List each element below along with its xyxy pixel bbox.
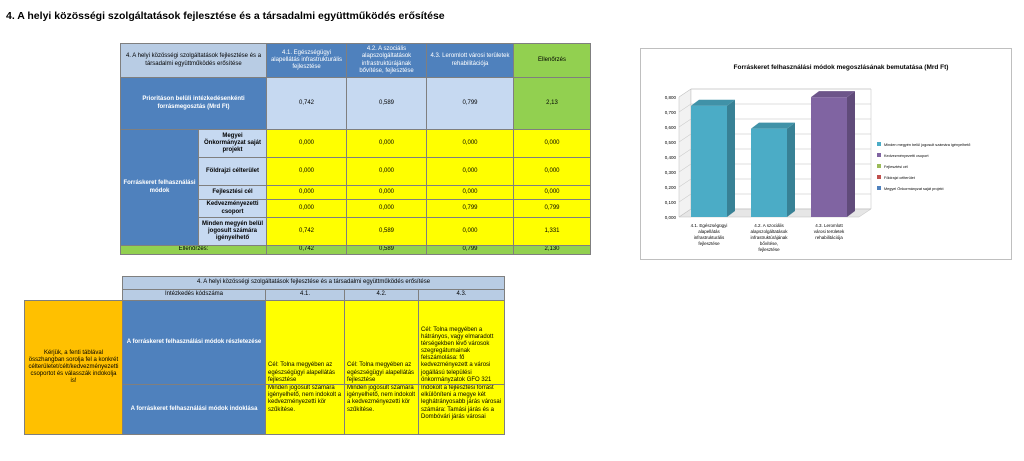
chart-legend-label: Földrajzi célterület	[884, 176, 915, 180]
cell-value: 0,000	[347, 186, 427, 200]
chart-legend-label: Kedvezményezetti csoport	[884, 154, 929, 158]
cell-value: 0,000	[427, 130, 514, 158]
code-value: 4.3.	[419, 290, 505, 301]
prio-label: Prioritáson belüli intézkedésenkénti forrásmegosztás (Mrd Ft)	[121, 78, 267, 130]
prio-value: 0,742	[267, 78, 347, 130]
row-label: Kedvezményezetti csoport	[199, 200, 267, 218]
chart-title: Forráskeret felhasználási módok megoszlásának bemutatása (Mrd Ft)	[733, 64, 949, 71]
cell-value: 1,331	[514, 218, 591, 246]
chart-legend-label: Minden megyén belül jogosult számára igényelhető	[884, 143, 971, 147]
cell-value: 0,000	[267, 158, 347, 186]
chart-bar	[751, 129, 787, 217]
page-title: 4. A helyi közösségi szolgáltatások fejlesztése és a társadalmi együttműködés erősítése	[6, 10, 445, 22]
chart-category-label-line: infrastruktúrájának	[750, 235, 788, 240]
check-value: 0,742	[267, 246, 347, 255]
cell-value: 0,000	[427, 186, 514, 200]
cell-value: 0,000	[427, 218, 514, 246]
chart-category-label-line: alapszolgáltatások	[750, 229, 788, 234]
chart-legend-swatch	[877, 142, 881, 146]
chart-ytick-label: 0,400	[664, 155, 676, 160]
chart-ytick-label: 0,000	[664, 215, 676, 220]
detail-cell: Cél: Tolna megyében a hátrányos, vagy elmaradott térségekben lévő városok szegregátumainak felszámolása: fő kedvezményezett a városi jogállású települési önkormányzatok GFO 321	[419, 301, 505, 385]
row-label: Minden megyén belül jogosult számára igényelhető	[199, 218, 267, 246]
chart-legend-label: Megyei Önkormányzat saját projekt	[884, 187, 944, 191]
chart-ytick-label: 0,600	[664, 125, 676, 130]
cell-value: 0,799	[427, 200, 514, 218]
prio-value: 0,799	[427, 78, 514, 130]
chart-bar-side	[727, 100, 735, 217]
code-value: 4.1.	[266, 290, 345, 301]
chart-legend-swatch	[877, 164, 881, 168]
cell-value: 0,000	[514, 130, 591, 158]
chart-ytick-label: 0,100	[664, 200, 676, 205]
reason-cell: Indokolt a fejlesztési forrást elkülöníteni a megye két leghátrányosabb járás városai számára: Tamási járás és a Dombóvári járás városai	[419, 385, 505, 435]
chart-bar-side	[847, 91, 855, 217]
row-label: Megyei Önkormányzat saját projekt	[199, 130, 267, 158]
cell-value: 0,000	[267, 200, 347, 218]
check-label: Ellenőrzés:	[121, 246, 267, 255]
cell-value: 0,000	[347, 158, 427, 186]
detail-cell: Cél: Tolna megyében az egészségügyi alapellátás fejlesztése	[266, 301, 345, 385]
bar-chart	[640, 48, 1012, 260]
cell-value: 0,000	[267, 186, 347, 200]
chart-ytick-label: 0,300	[664, 170, 676, 175]
chart-category-label-line: 4.1. Egészségügyi	[690, 223, 728, 228]
chart-category-label-line: városi területek	[813, 229, 845, 234]
chart-category-label-line: 4.3. Leromlott	[815, 223, 843, 228]
code-value: 4.2.	[345, 290, 419, 301]
chart-svg	[641, 49, 1011, 259]
chart-category-label-line: rehabilitációja	[815, 235, 843, 240]
table2-title: 4. A helyi közösségi szolgáltatások fejlesztése és a társadalmi együttműködés erősítése	[123, 277, 505, 290]
table1-col-header: 4.3. Leromlott városi területek rehabilitációja	[427, 44, 514, 78]
chart-category-label-line: fejlesztése	[698, 241, 720, 246]
table1-col-header: 4.1. Egészségügyi alapellátás infrastrukturális fejlesztése	[267, 44, 347, 78]
check-value: 0,799	[427, 246, 514, 255]
chart-ytick-label: 0,200	[664, 185, 676, 190]
chart-bar-side	[787, 123, 795, 217]
details-table	[24, 276, 505, 435]
chart-category-label-line: alapellátás	[698, 229, 720, 234]
chart-bar	[811, 97, 847, 217]
chart-ytick-label: 0,800	[664, 95, 676, 100]
chart-category-label	[750, 223, 788, 252]
cell-value: 0,000	[267, 130, 347, 158]
cell-value: 0,000	[514, 186, 591, 200]
prio-check: 2,13	[514, 78, 591, 130]
chart-category-label	[691, 223, 728, 246]
row1-label: A forráskeret felhasználási módok részletezése	[123, 301, 266, 385]
chart-legend-swatch	[877, 186, 881, 190]
table1-corner: 4. A helyi közösségi szolgáltatások fejlesztése és a társadalmi együttműködés erősítése	[121, 44, 267, 78]
cell-value: 0,000	[347, 200, 427, 218]
row-label: Földrajzi célterület	[199, 158, 267, 186]
allocation-table	[120, 43, 591, 255]
chart-category-label	[814, 223, 845, 240]
detail-cell: Cél: Tolna megyében az egészségügyi alapellátás fejlesztése	[345, 301, 419, 385]
reason-cell: Minden jogosult számára igényelhető, nem indokolt a kedvezményezetti kör szűkítése.	[266, 385, 345, 435]
chart-legend-swatch	[877, 175, 881, 179]
table1-check-header: Ellenőrzés	[514, 44, 591, 78]
chart-legend-label: Fejlesztési cél	[884, 165, 908, 169]
prio-value: 0,589	[347, 78, 427, 130]
chart-category-label-line: 4.2. A szociális	[754, 223, 784, 228]
cell-value: 0,589	[347, 218, 427, 246]
cell-value: 0,000	[347, 130, 427, 158]
group-label: Forráskeret felhasználási módok	[121, 130, 199, 246]
cell-value: 0,000	[514, 158, 591, 186]
row2-label: A forráskeret felhasználási módok indoklása	[123, 385, 266, 435]
chart-legend-swatch	[877, 153, 881, 157]
cell-value: 0,000	[427, 158, 514, 186]
side-note: Kérjük, a fenti táblával összhangban sorolja fel a konkrét célterületet/célt/kedvezményezetti csoportot és válasszák indokolja is!	[25, 301, 123, 435]
table1-col-header: 4.2. A szociális alapszolgáltatások infrastruktúrájának bővítése, fejlesztése	[347, 44, 427, 78]
chart-ytick-label: 0,700	[664, 110, 676, 115]
chart-ytick-label: 0,500	[664, 140, 676, 145]
row-label: Fejlesztési cél	[199, 186, 267, 200]
chart-category-label-line: fejlesztése	[758, 247, 780, 252]
cell-value: 0,742	[267, 218, 347, 246]
reason-cell: Minden jogosult számára igényelhető, nem indokolt a kedvezményezetti kör szűkítése.	[345, 385, 419, 435]
chart-category-label-line: infrastrukturális	[693, 235, 725, 240]
chart-category-label-line: bővítése,	[759, 241, 779, 246]
check-value: 0,589	[347, 246, 427, 255]
cell-value: 0,799	[514, 200, 591, 218]
chart-bar	[691, 106, 727, 217]
check-value: 2,130	[514, 246, 591, 255]
code-label: Intézkedés kódszáma	[123, 290, 266, 301]
